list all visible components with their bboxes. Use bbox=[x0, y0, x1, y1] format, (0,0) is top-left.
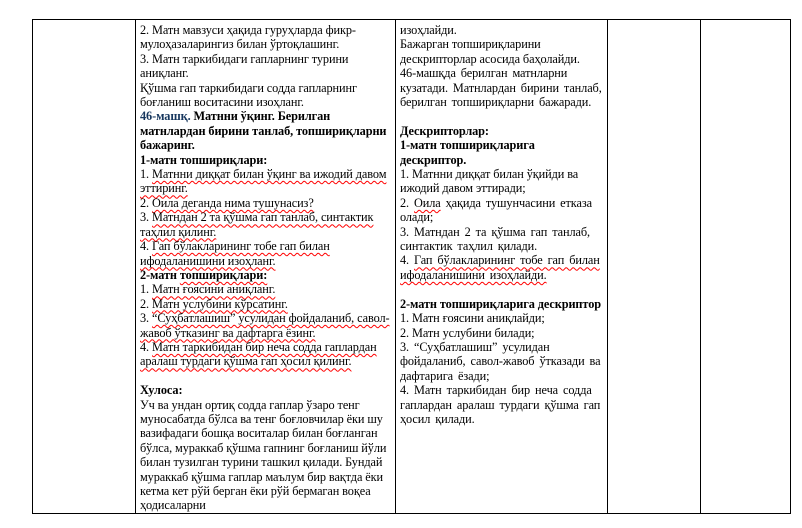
text-run: 3. bbox=[140, 210, 152, 225]
text-run: 2. Матн услубини билади; bbox=[400, 325, 535, 340]
blank-line bbox=[140, 369, 391, 383]
table-cell-empty-right-1 bbox=[608, 20, 701, 514]
paragraph bbox=[400, 66, 603, 109]
text-run: 2. Матн мавзуси ҳақида гуруҳларда фикр-мулоҳазаларингиз билан ўртоқлашинг. bbox=[140, 23, 356, 52]
text-run: Хулоса: bbox=[140, 383, 183, 398]
paragraph bbox=[140, 311, 391, 340]
paragraph bbox=[140, 196, 391, 210]
paragraph bbox=[400, 167, 603, 196]
text-run: 1. Матн ғоясини аниқлайди; bbox=[400, 311, 545, 326]
text-run: 3. bbox=[140, 311, 152, 326]
paragraph bbox=[400, 326, 603, 340]
paragraph bbox=[400, 225, 603, 254]
paragraph bbox=[400, 124, 603, 138]
paragraph bbox=[140, 383, 391, 397]
table-cell-descriptors bbox=[396, 20, 608, 514]
paragraph bbox=[400, 23, 603, 37]
paragraph bbox=[140, 268, 391, 282]
table-row bbox=[33, 20, 791, 514]
paragraph bbox=[140, 340, 391, 369]
text-run: ҳақида тушунчасини етказа олади; bbox=[400, 195, 592, 225]
text-run: Дескрипторлар: bbox=[400, 123, 489, 138]
text-run: 4. bbox=[400, 253, 414, 268]
worksheet-table bbox=[32, 19, 791, 514]
paragraph bbox=[140, 282, 391, 296]
spellcheck-flagged-text: Оила bbox=[414, 195, 441, 210]
spellcheck-flagged-text: Оила деганда нима тушунасиз? bbox=[152, 195, 314, 210]
text-run: 2. bbox=[140, 296, 152, 311]
table-cell-empty-right-2 bbox=[701, 20, 791, 514]
text-run: 1. bbox=[140, 167, 152, 182]
paragraph bbox=[400, 196, 603, 225]
text-run: 3. Матндан 2 та қўшма гап танлаб, синтактик таҳлил қилади. bbox=[400, 224, 590, 254]
paragraph bbox=[140, 23, 391, 52]
table-cell-empty-left bbox=[33, 20, 136, 514]
exercise-number: 46-машқ. bbox=[140, 109, 191, 124]
text-run: 1-матн топшириқлари: bbox=[140, 152, 268, 167]
paragraph bbox=[400, 297, 603, 311]
spellcheck-flagged-text: Матн ғоясини аниқланг. bbox=[152, 282, 276, 297]
spellcheck-flagged-text: топшириқлари: bbox=[179, 267, 268, 282]
text-run: Бажарган топшириқларини дескрипторлар асосида баҳолайди. bbox=[400, 37, 580, 66]
paragraph bbox=[140, 398, 391, 513]
paragraph bbox=[400, 37, 603, 66]
paragraph bbox=[140, 153, 391, 167]
blank-line bbox=[400, 109, 603, 123]
spellcheck-flagged-text: “Суҳбатлашиш” усулидан фойдаланиб, савол-жавоб ўтказинг ва дафтарга ёзинг. bbox=[140, 311, 390, 340]
spellcheck-flagged-text: Матндан 2 та қўшма гап танлаб, синтактик таҳлил қилинг. bbox=[140, 210, 374, 239]
spellcheck-flagged-text: Гап бўлакларининг тобе гап билан ифодаланишини изоҳлайди. bbox=[400, 253, 600, 282]
text-run: 4. Матн таркибидан бир неча содда гаплардан аралаш турдаги қўшма гап ҳосил қилади. bbox=[400, 383, 601, 426]
text-run: 2-матн топшириқларига дескриптор bbox=[400, 296, 601, 311]
text-run: 4. bbox=[140, 239, 152, 254]
text-run: 1-матн топшириқларига дескриптор. bbox=[400, 138, 535, 167]
text-run: 4. bbox=[140, 339, 152, 354]
text-run: 2. bbox=[400, 195, 414, 210]
text-run: изоҳлайди. bbox=[400, 23, 457, 37]
paragraph bbox=[140, 167, 391, 196]
paragraph bbox=[400, 253, 603, 282]
text-run: 3. “Суҳбатлашиш” усулидан фойдаланиб, савол-жавоб ўтказади ва дафтарига ёзади; bbox=[400, 339, 601, 383]
text-run: 2. bbox=[140, 195, 152, 210]
text-run: 46-машқда берилган матнларни кузатади. Матнлардан бирини танлаб, берилган топшириқларни бажаради. bbox=[400, 66, 602, 110]
paragraph bbox=[140, 52, 391, 81]
blank-line bbox=[400, 282, 603, 296]
paragraph bbox=[140, 109, 391, 152]
text-run: 1. bbox=[140, 282, 152, 297]
paragraph bbox=[140, 239, 391, 268]
text-run: 1. Матнни диққат билан ўқийди ва ижодий давом эттиради; bbox=[400, 167, 579, 196]
spellcheck-flagged-text: Матнни диққат билан ўқинг ва ижодий давом эттиринг. bbox=[140, 167, 387, 196]
text-run: 2-матн bbox=[140, 267, 180, 282]
table-cell-tasks bbox=[136, 20, 396, 514]
spellcheck-flagged-text: Матн таркибидан бир неча содда гаплардан аралаш турдаги қўшма гап ҳосил қилинг. bbox=[140, 339, 377, 369]
paragraph bbox=[140, 81, 391, 110]
paragraph bbox=[140, 297, 391, 311]
paragraph bbox=[400, 383, 603, 426]
spellcheck-flagged-text: Гап бўлакларининг тобе гап билан ифодаланишини изоҳланг. bbox=[140, 239, 330, 268]
text-run: 3. Матн таркибидаги гапларнинг турини аниқланг. bbox=[140, 51, 349, 81]
text-run: Қўшма гап таркибидаги содда гапларнинг боғланиш воситасини изоҳланг. bbox=[140, 80, 357, 110]
paragraph bbox=[140, 210, 391, 239]
paragraph bbox=[400, 311, 603, 325]
paragraph bbox=[400, 138, 603, 167]
paragraph bbox=[400, 340, 603, 383]
text-run: Матнни ўқинг. Берилган матнлардан бирини танлаб, топшириқларни бажаринг. bbox=[140, 109, 387, 153]
text-run: Уч ва ундан ортиқ содда гаплар ўзаро тенг муносабатда бўлса ва тенг боғловчилар ёки шу вазифадаги бошқа воситалар билан боғланган бўлса, мураккаб қўшма гапнинг боғланиш йўли билан тузилган турини ташкил қилади. Бундай мураккаб қўшма гаплар маълум бир вақтда ёки кетма кет рўй берган ёки рўй бермаган воқеа ҳодисаларни bbox=[140, 397, 387, 513]
spellcheck-flagged-text: Матн услубини кўрсатинг. bbox=[152, 296, 288, 311]
